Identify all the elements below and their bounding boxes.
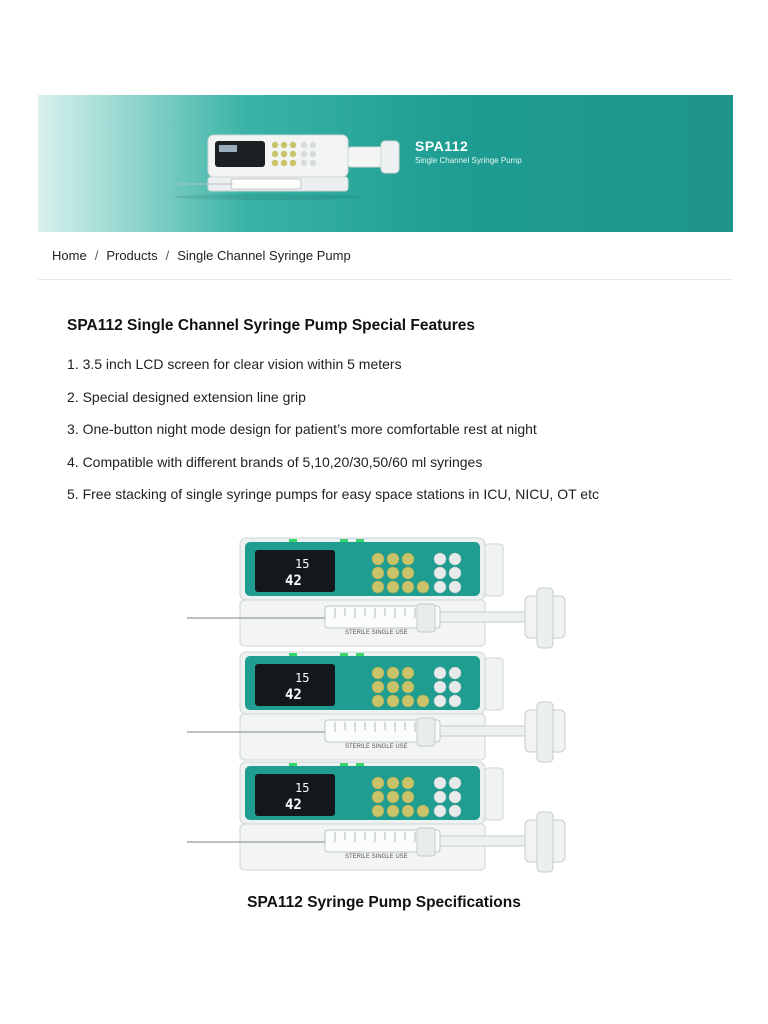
features-list	[67, 356, 599, 519]
breadcrumb	[52, 248, 351, 263]
lcd-rate: 15	[295, 781, 310, 795]
lcd-rate: 15	[295, 557, 310, 571]
feature-item: 4. Compatible with different brands of 5,10,20/30,50/60 ml syringes	[67, 453, 483, 470]
feature-item: 5. Free stacking of single syringe pumps for easy space stations in ICU, NICU, OT etc	[67, 486, 599, 503]
breadcrumb-current-page: Single Channel Syringe Pump	[177, 248, 351, 263]
banner-subtitle: Single Channel Syringe Pump	[415, 156, 522, 165]
feature-item: 3. One-button night mode design for patient’s more comfortable rest at night	[67, 421, 537, 438]
lcd-rate: 15	[295, 671, 310, 685]
feature-item: 2. Special designed extension line grip	[67, 388, 306, 405]
divider	[38, 279, 733, 280]
syringe-label: STERILE SINGLE USE	[345, 630, 408, 636]
features-heading: SPA112 Single Channel Syringe Pump Special Features	[67, 317, 476, 334]
lcd-volume: 42	[285, 797, 302, 813]
breadcrumb-home-link[interactable]: Home	[52, 248, 87, 263]
specifications-heading: SPA112 Syringe Pump Specifications	[247, 894, 521, 911]
lcd-volume: 42	[285, 687, 302, 703]
hero-banner	[38, 95, 733, 232]
stacked-syringe-pumps-image	[185, 530, 587, 885]
breadcrumb-separator: /	[165, 248, 170, 263]
banner-title: SPA112	[415, 138, 469, 154]
syringe-label: STERILE SINGLE USE	[345, 854, 408, 860]
lcd-volume: 42	[285, 573, 302, 589]
feature-item: 1. 3.5 inch LCD screen for clear vision within 5 meters	[67, 356, 402, 372]
breadcrumb-separator: /	[94, 248, 99, 263]
breadcrumb-products-link[interactable]: Products	[106, 248, 158, 263]
syringe-label: STERILE SINGLE USE	[345, 744, 408, 750]
